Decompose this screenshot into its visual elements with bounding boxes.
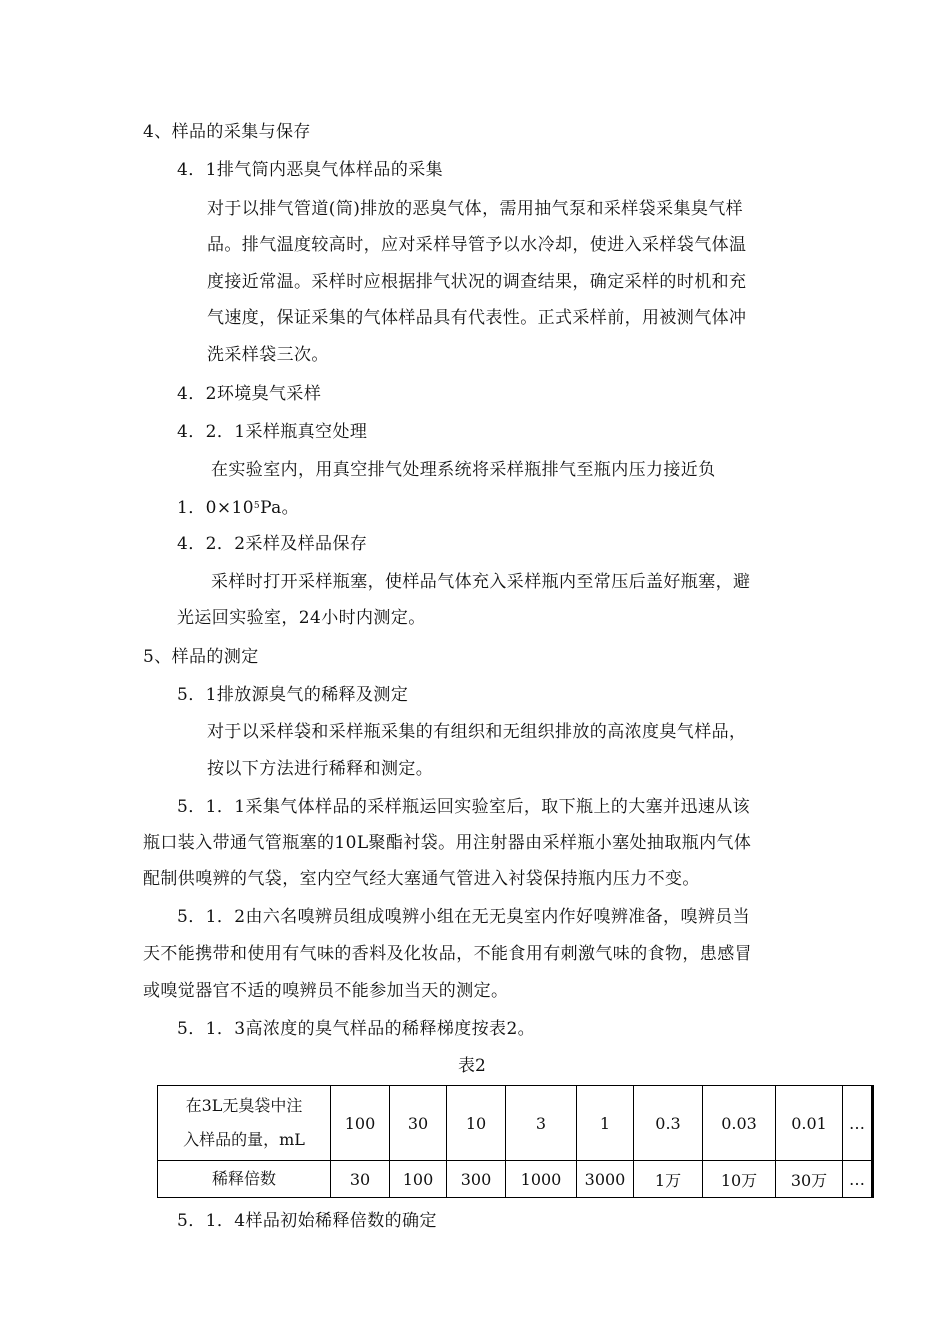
table-cell: … <box>843 1161 873 1198</box>
table-cell: 1000 <box>506 1161 577 1198</box>
dilution-factor-header: 稀释倍数 <box>158 1161 331 1198</box>
section-5-heading: 5、样品的测定 <box>143 647 259 667</box>
paragraph-line: 瓶口装入带通气管瓶塞的10L聚酯衬袋。用注射器由采样瓶小塞处抽取瓶内气体 <box>143 833 752 853</box>
table-cell: 1万 <box>634 1161 703 1198</box>
table-cell: 30 <box>331 1161 390 1198</box>
paragraph-line: 或嗅觉器官不适的嗅辨员不能参加当天的测定。 <box>143 981 509 1001</box>
section-5-1-4-heading: 5．1．4样品初始稀释倍数的确定 <box>177 1211 437 1231</box>
paragraph-line: 在实验室内，用真空排气处理系统将采样瓶排气至瓶内压力接近负 <box>211 460 716 480</box>
pressure-mantissa: 1．0×10 <box>177 498 254 518</box>
section-4-2-2-heading: 4．2．2采样及样品保存 <box>177 534 368 554</box>
paragraph-line: 5．1．1采集气体样品的采样瓶运回实验室后，取下瓶上的大塞并迅速从该 <box>177 797 751 817</box>
section-4-heading: 4、样品的采集与保存 <box>143 122 311 142</box>
table-cell: 10 <box>447 1086 506 1161</box>
table-cell: 0.01 <box>776 1086 843 1161</box>
paragraph-line: 采样时打开采样瓶塞，使样品气体充入采样瓶内至常压后盖好瓶塞，避 <box>211 572 751 592</box>
table-caption: 表2 <box>458 1056 486 1076</box>
table-cell: 300 <box>447 1161 506 1198</box>
paragraph-line: 品。排气温度较高时，应对采样导管予以水冷却，使进入采样袋气体温 <box>207 235 747 255</box>
pressure-value-line <box>177 494 299 520</box>
paragraph-line: 气速度，保证采集的气体样品具有代表性。正式采样前，用被测气体冲 <box>207 308 747 328</box>
paragraph-line: 按以下方法进行稀释和测定。 <box>207 759 434 779</box>
table-cell: 3000 <box>577 1161 634 1198</box>
section-4-1-heading: 4．1排气筒内恶臭气体样品的采集 <box>177 160 444 180</box>
paragraph-line: 对于以采样袋和采样瓶采集的有组织和无组织排放的高浓度臭气样品， <box>207 722 747 742</box>
table-row <box>158 1086 873 1161</box>
paragraph-line: 度接近常温。采样时应根据排气状况的调查结果，确定采样的时机和充 <box>207 272 747 292</box>
paragraph-line: 配制供嗅辨的气袋，室内空气经大塞通气管进入衬袋保持瓶内压力不变。 <box>143 869 700 889</box>
section-4-2-heading: 4．2环境臭气采样 <box>177 384 322 404</box>
paragraph-line: 洗采样袋三次。 <box>207 345 329 365</box>
table-cell: 100 <box>390 1161 447 1198</box>
table-cell: 0.3 <box>634 1086 703 1161</box>
table-cell: 30 <box>390 1086 447 1161</box>
table-cell: 1 <box>577 1086 634 1161</box>
table-cell: 3 <box>506 1086 577 1161</box>
section-5-1-heading: 5．1排放源臭气的稀释及测定 <box>177 685 409 705</box>
paragraph-line: 光运回实验室，24小时内测定。 <box>177 608 426 628</box>
dilution-table <box>157 1085 874 1198</box>
paragraph-line: 5．1．2由六名嗅辨员组成嗅辨小组在无无臭室内作好嗅辨准备，嗅辨员当 <box>177 907 751 927</box>
paragraph-line: 5．1．3高浓度的臭气样品的稀释梯度按表2。 <box>177 1019 536 1039</box>
table-cell: 30万 <box>776 1161 843 1198</box>
paragraph-line: 对于以排气管道(筒)排放的恶臭气体，需用抽气泵和采样袋采集臭气样 <box>207 199 744 219</box>
table-cell: … <box>843 1086 873 1161</box>
table-cell: 0.03 <box>703 1086 776 1161</box>
sample-volume-header: 在3L无臭袋中注 入样品的量，mL <box>158 1086 331 1161</box>
section-4-2-1-heading: 4．2．1采样瓶真空处理 <box>177 422 368 442</box>
pressure-exponent: 5 <box>253 501 261 511</box>
table-cell: 10万 <box>703 1161 776 1198</box>
pressure-unit: Pa。 <box>260 498 300 518</box>
paragraph-line: 天不能携带和使用有气味的香料及化妆品，不能食用有刺激气味的食物，患感冒 <box>143 944 752 964</box>
table-row <box>158 1161 873 1198</box>
table-cell: 100 <box>331 1086 390 1161</box>
